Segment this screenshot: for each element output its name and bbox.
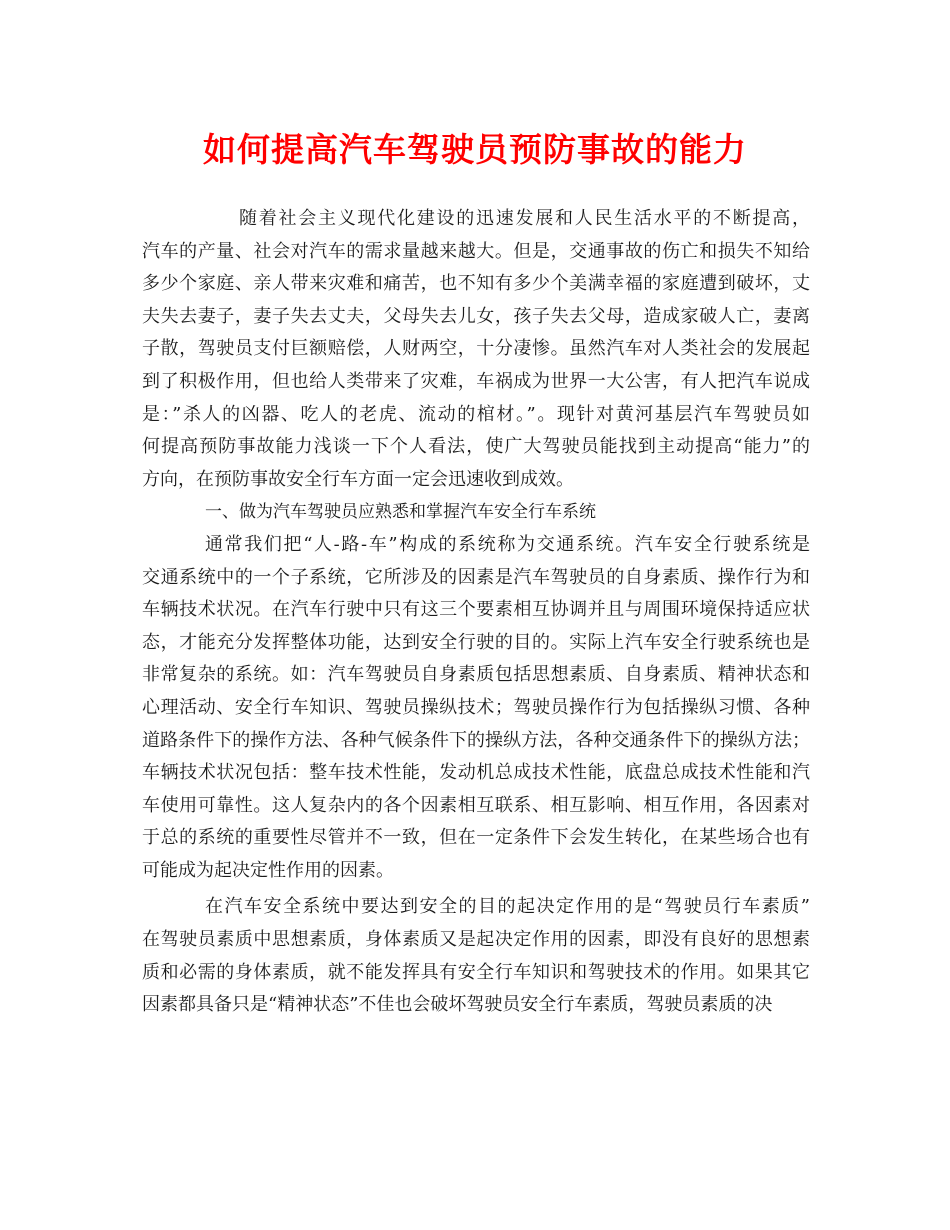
text-line: 可能成为起决定性作用的因素。: [142, 859, 394, 881]
text-line: 在驾驶员素质中思想素质，身体素质又是起决定作用的因素，即没有良好的思想素: [142, 929, 810, 951]
text-line: 多少个家庭、亲人带来灾难和痛苦，也不知有多少个美满幸福的家庭遭到破坏，丈: [142, 273, 810, 295]
document-title: 如何提高汽车驾驶员预防事故的能力: [203, 130, 747, 169]
text-line: 车辆技术状况包括：整车技术性能，发动机总成技术性能，底盘总成技术性能和汽: [142, 762, 810, 784]
text-line: 通常我们把“人-路-车”构成的系统称为交通系统。汽车安全行驶系统是: [205, 533, 810, 555]
text-line: 非常复杂的系统。如：汽车驾驶员自身素质包括思想素质、自身素质、精神状态和: [142, 664, 810, 686]
text-line: 心理活动、安全行车知识、驾驶员操纵技术；驾驶员操作行为包括操纵习惯、各种: [142, 696, 810, 718]
text-line: 随着社会主义现代化建设的迅速发展和人民生活水平的不断提高，: [239, 208, 810, 229]
text-line: 态，才能充分发挥整体功能，达到安全行驶的目的。实际上汽车安全行驶系统也是: [142, 631, 810, 653]
paragraph: [142, 891, 810, 1021]
text-line: 何提高预防事故能力浅谈一下个人看法，使广大驾驶员能找到主动提高“能力”的: [142, 436, 810, 458]
paragraph: [142, 203, 810, 496]
text-line: 于总的系统的重要性尽管并不一致，但在一定条件下会发生转化，在某些场合也有: [142, 827, 810, 849]
section-heading: [142, 496, 810, 529]
text-line: 交通系统中的一个子系统，它所涉及的因素是汽车驾驶员的自身素质、操作行为和: [142, 566, 810, 588]
text-line: 夫失去妻子，妻子失去丈夫，父母失去儿女，孩子失去父母，造成家破人亡，妻离: [142, 305, 810, 327]
text-line: 到了积极作用，但也给人类带来了灾难，车祸成为世界一大公害，有人把汽车说成: [142, 370, 810, 392]
text-line: 车使用可靠性。这人复杂内的各个因素相互联系、相互影响、相互作用，各因素对: [142, 794, 810, 816]
text-line: 方向，在预防事故安全行车方面一定会迅速收到成效。: [142, 468, 574, 490]
text-line: 因素都具备只是“精神状态”不佳也会破坏驾驶员安全行车素质，驾驶员素质的决: [142, 994, 773, 1016]
document-body: [142, 203, 810, 1022]
text-line: 在汽车安全系统中要达到安全的目的起决定作用的是“驾驶员行车素质”: [205, 896, 810, 918]
text-line: 一、做为汽车驾驶员应熟悉和掌握汽车安全行车系统: [205, 502, 596, 523]
text-line: 车辆技术状况。在汽车行驶中只有这三个要素相互协调并且与周围环境保持适应状: [142, 599, 810, 621]
text-line: 子散，驾驶员支付巨额赔偿，人财两空，十分凄惨。虽然汽车对人类社会的发展起: [142, 338, 810, 360]
text-line: 质和必需的身体素质，就不能发挥具有安全行车知识和驾驶技术的作用。如果其它: [142, 961, 810, 983]
text-line: 道路条件下的操作方法、各种气候条件下的操纵方法，各种交通条件下的操纵方法；: [142, 729, 810, 751]
text-line: 汽车的产量、社会对汽车的需求量越来越大。但是，交通事故的伤亡和损失不知给: [142, 240, 810, 262]
paragraph: [142, 529, 810, 888]
text-line: 是：”杀人的凶器、吃人的老虎、流动的棺材。”。现针对黄河基层汽车驾驶员如: [142, 403, 810, 425]
